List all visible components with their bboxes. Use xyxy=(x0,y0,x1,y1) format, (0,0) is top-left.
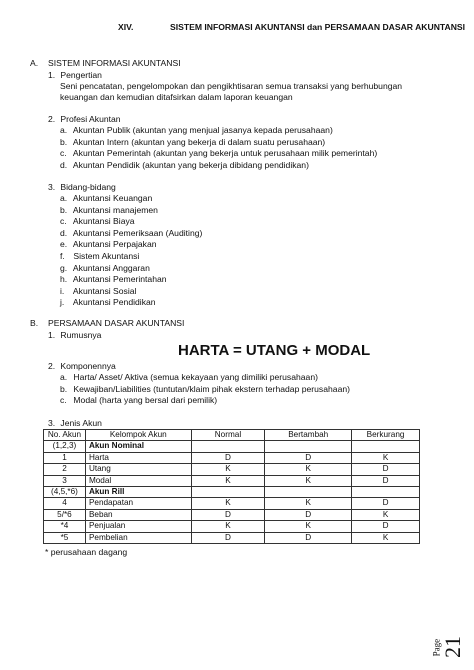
section-a-label: A. xyxy=(30,58,39,68)
cell-normal: K xyxy=(191,464,265,475)
komponen-title: Komponennya xyxy=(60,361,116,371)
table-row xyxy=(44,498,420,509)
bidang-item xyxy=(60,251,202,263)
bidang-item-text: Sistem Akuntansi xyxy=(73,250,140,261)
cell-bertambah: D xyxy=(265,509,352,520)
cell-normal: D xyxy=(191,452,265,463)
bidang-item-text: Akuntansi manajemen xyxy=(72,204,158,215)
col-header-kelompok: Kelompok Akun xyxy=(85,430,191,441)
rumus-heading xyxy=(48,330,101,341)
cell-bertambah: K xyxy=(265,498,352,509)
profesi-title: Profesi Akuntan xyxy=(60,114,121,124)
bidang-item-text: Akuntansi Pendidikan xyxy=(72,297,156,308)
profesi-item-label: d. xyxy=(60,159,68,170)
cell-berkurang: D xyxy=(352,498,420,509)
col-header-normal: Normal xyxy=(191,430,265,441)
cell-berkurang: D xyxy=(352,475,420,486)
table-row xyxy=(44,532,420,543)
bidang-item xyxy=(60,193,202,205)
pengertian-heading xyxy=(48,70,102,81)
pengertian-text: Seni pencatatan, pengelompokan dan pengikhtisaran semua transaksi yang berhubungan keuangan dan kemudian ditafsirkan dalam laporan keuangan xyxy=(60,81,403,103)
profesi-item xyxy=(60,125,377,137)
komponen-item-text: Kewajiban/Liabilities (tuntutan/klaim pihak ekstern terhadap perusahaan) xyxy=(73,383,350,394)
profesi-item-text: Akuntan Pemerintah (akuntan yang bekerja untuk perusahaan milik pemerintah) xyxy=(72,148,378,159)
cell-bertambah: K xyxy=(265,475,352,486)
cell-berkurang xyxy=(352,441,420,452)
komponen-item-label: a. xyxy=(60,372,68,382)
table-row xyxy=(44,464,420,475)
cell-no: 2 xyxy=(44,464,86,475)
bidang-item-text: Akuntansi Keuangan xyxy=(72,193,153,203)
cell-kelompok: Pembelian xyxy=(85,532,191,543)
cell-bertambah xyxy=(265,441,352,452)
komponen-item-text: Harta/ Asset/ Aktiva (semua kekayaan yang dimiliki perusahaan) xyxy=(73,372,318,382)
profesi-list xyxy=(60,125,377,171)
bidang-item-label: c. xyxy=(60,216,67,227)
profesi-heading xyxy=(48,114,121,125)
table-header-row xyxy=(44,430,420,441)
profesi-item xyxy=(60,160,377,172)
cell-kelompok: Utang xyxy=(85,464,191,475)
bidang-item-text: Akuntansi Anggaran xyxy=(72,262,150,273)
cell-no: 4 xyxy=(44,498,86,509)
section-a-heading: SISTEM INFORMASI AKUNTANSI xyxy=(48,58,181,68)
cell-bertambah: K xyxy=(265,521,352,532)
cell-normal: D xyxy=(191,532,265,543)
cell-kelompok: Akun Rill xyxy=(85,486,191,497)
table-footnote: * perusahaan dagang xyxy=(45,547,128,557)
table-row xyxy=(44,509,420,520)
section-b-label: B. xyxy=(30,318,39,328)
bidang-item xyxy=(60,274,202,286)
bidang-item xyxy=(60,263,202,275)
komponen-item-label: c. xyxy=(60,395,67,406)
bidang-item-text: Akuntansi Perpajakan xyxy=(72,239,157,250)
profesi-num: 2. xyxy=(48,114,56,124)
bidang-item xyxy=(60,239,202,251)
page-heading xyxy=(118,22,465,33)
bidang-item xyxy=(60,297,202,309)
bidang-item-label: d. xyxy=(60,227,68,238)
bidang-item-label: h. xyxy=(60,274,68,285)
cell-kelompok: Beban xyxy=(85,509,191,520)
cell-berkurang: D xyxy=(352,521,420,532)
komponen-num: 2. xyxy=(48,361,56,371)
cell-kelompok: Penjualan xyxy=(85,521,191,532)
cell-no: *5 xyxy=(44,532,86,543)
komponen-list xyxy=(60,372,350,407)
cell-no: *4 xyxy=(44,521,86,532)
heading-number: XIV. xyxy=(118,22,134,32)
col-header-berkurang: Berkurang xyxy=(352,430,420,441)
cell-kelompok: Modal xyxy=(85,475,191,486)
komponen-item xyxy=(60,372,350,384)
komponen-heading xyxy=(48,361,116,372)
cell-normal: K xyxy=(191,498,265,509)
cell-normal xyxy=(191,486,265,497)
cell-berkurang: D xyxy=(352,464,420,475)
profesi-item xyxy=(60,148,377,160)
bidang-item-text: Akuntansi Pemerintahan xyxy=(72,274,167,285)
cell-normal: K xyxy=(191,521,265,532)
cell-berkurang: K xyxy=(352,452,420,463)
section-b-heading: PERSAMAAN DASAR AKUNTANSI xyxy=(48,318,185,328)
bidang-item-label: e. xyxy=(60,239,68,250)
cell-berkurang: K xyxy=(352,509,420,520)
komponen-item xyxy=(60,384,350,396)
table-row xyxy=(44,521,420,532)
col-header-bertambah: Bertambah xyxy=(265,430,352,441)
bidang-item-label: i. xyxy=(60,285,65,296)
page-num: 21 xyxy=(440,636,465,658)
komponen-item-text: Modal (harta yang bersal dari pemilik) xyxy=(73,395,218,406)
rumus-title: Rumusnya xyxy=(60,330,102,340)
cell-no: (1,2,3) xyxy=(44,441,86,452)
komponen-item-label: b. xyxy=(60,383,68,394)
bidang-item xyxy=(60,216,202,228)
profesi-item xyxy=(60,137,377,149)
cell-no: 5/*6 xyxy=(44,509,86,520)
jenis-akun-table xyxy=(43,429,420,544)
cell-no: 1 xyxy=(44,452,86,463)
cell-no: (4,5,*6) xyxy=(44,486,86,497)
bidang-item xyxy=(60,205,202,217)
jenis-heading xyxy=(48,418,102,429)
rumus-num: 1. xyxy=(48,330,56,340)
profesi-item-label: c. xyxy=(60,148,67,159)
bidang-item-label: a. xyxy=(60,193,68,203)
table-row xyxy=(44,441,420,452)
accounting-equation: HARTA = UTANG + MODAL xyxy=(178,342,371,359)
cell-bertambah: K xyxy=(265,464,352,475)
cell-bertambah: D xyxy=(265,452,352,463)
profesi-item-text: Akuntan Pendidik (akuntan yang bekerja dibidang pendidikan) xyxy=(72,159,309,170)
page-number xyxy=(431,618,465,658)
bidang-title: Bidang-bidang xyxy=(60,182,116,192)
table-row xyxy=(44,475,420,486)
profesi-item-label: b. xyxy=(60,136,68,147)
bidang-item-label: f. xyxy=(60,250,65,261)
pengertian-title: Pengertian xyxy=(60,70,102,80)
section-a-title xyxy=(30,58,181,69)
cell-berkurang: K xyxy=(352,532,420,543)
bidang-list xyxy=(60,193,202,309)
profesi-item-text: Akuntan Publik (akuntan yang menjual jasanya kepada perusahaan) xyxy=(72,125,333,135)
komponen-item xyxy=(60,395,350,407)
col-header-no: No. Akun xyxy=(44,430,86,441)
cell-bertambah: D xyxy=(265,532,352,543)
cell-normal xyxy=(191,441,265,452)
section-b-title xyxy=(30,318,184,329)
bidang-item-text: Akuntansi Sosial xyxy=(72,285,137,296)
jenis-title: Jenis Akun xyxy=(60,418,102,428)
jenis-num: 3. xyxy=(48,418,56,428)
heading-title: SISTEM INFORMASI AKUNTANSI dan PERSAMAAN DASAR AKUNTANSI xyxy=(170,22,466,32)
page-word: Page xyxy=(431,638,442,656)
bidang-item-label: j. xyxy=(60,297,65,308)
cell-berkurang xyxy=(352,486,420,497)
bidang-item-label: b. xyxy=(60,204,68,215)
cell-kelompok: Akun Nominal xyxy=(85,441,191,452)
bidang-num: 3. xyxy=(48,182,56,192)
bidang-item-text: Akuntansi Pemeriksaan (Auditing) xyxy=(72,227,203,238)
cell-normal: D xyxy=(191,509,265,520)
profesi-item-text: Akuntan Intern (akuntan yang bekerja di dalam suatu perusahaan) xyxy=(72,136,326,147)
cell-no: 3 xyxy=(44,475,86,486)
bidang-item-label: g. xyxy=(60,262,68,273)
cell-kelompok: Pendapatan xyxy=(85,498,191,509)
bidang-item xyxy=(60,286,202,298)
table-row xyxy=(44,486,420,497)
pengertian-num: 1. xyxy=(48,70,56,80)
bidang-heading xyxy=(48,182,116,193)
profesi-item-label: a. xyxy=(60,125,68,135)
cell-bertambah xyxy=(265,486,352,497)
cell-kelompok: Harta xyxy=(85,452,191,463)
bidang-item xyxy=(60,228,202,240)
bidang-item-text: Akuntansi Biaya xyxy=(72,216,135,227)
cell-normal: K xyxy=(191,475,265,486)
table-row xyxy=(44,452,420,463)
